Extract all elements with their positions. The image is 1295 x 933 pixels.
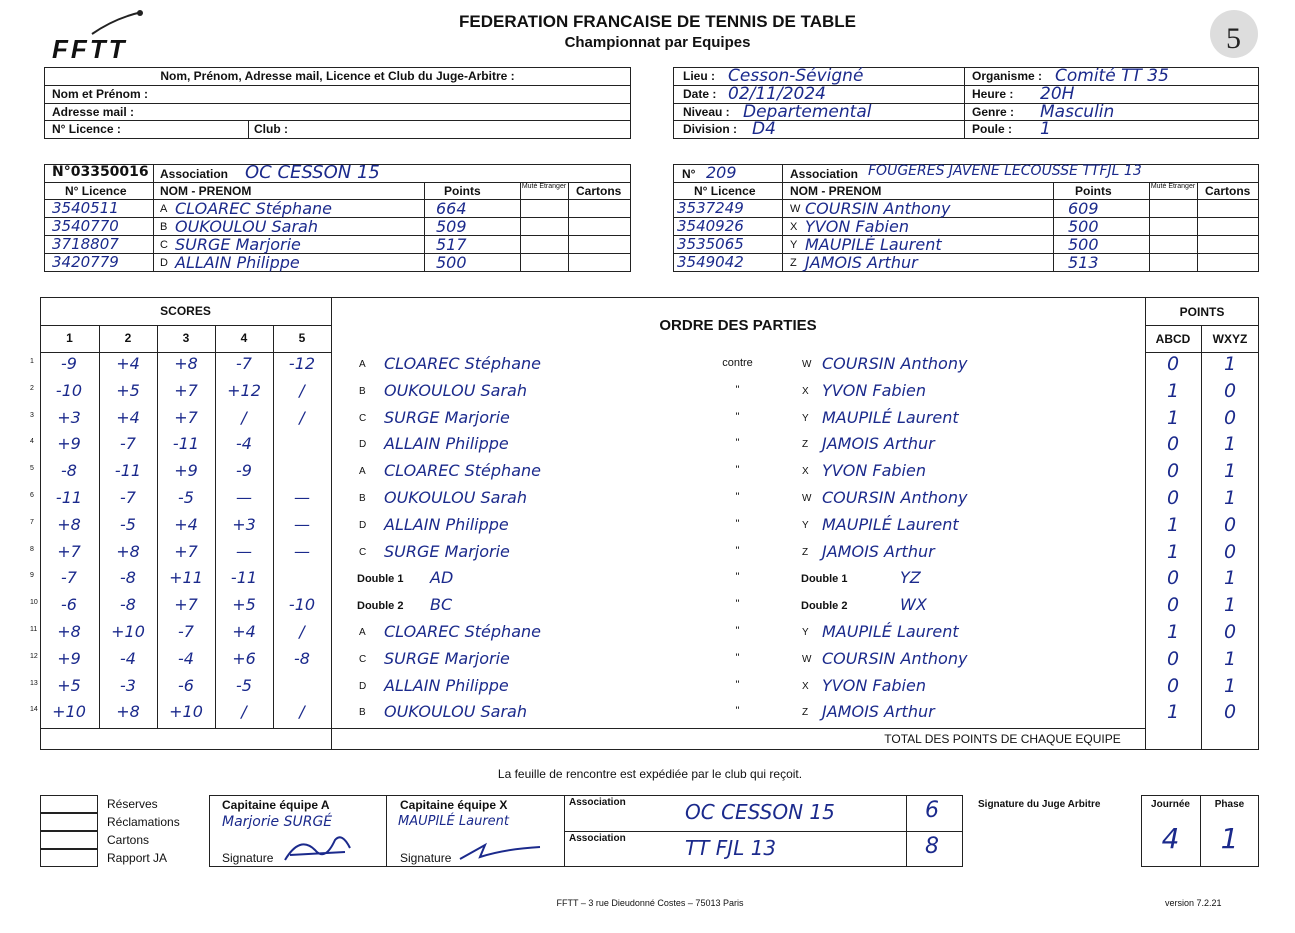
player-x-name: YVON Fabien: [822, 675, 926, 695]
contre-separator: ": [735, 598, 740, 611]
player-a-name: ALLAIN Philippe: [384, 434, 509, 454]
page-title: FEDERATION FRANCAISE DE TENNIS DE TABLE: [459, 12, 856, 31]
set-score: -7: [61, 568, 77, 588]
player-x-name: MAUPILÉ Laurent: [822, 514, 959, 534]
set-score: -7: [236, 354, 252, 373]
niveau-label: Niveau :: [683, 105, 730, 119]
player-a-name: ALLAIN Philippe: [384, 514, 509, 534]
player-x-letter: X: [802, 385, 809, 397]
player-a-name: OUKOULOU Sarah: [384, 488, 527, 507]
player-x-letter: W: [802, 653, 812, 665]
set-score: -5: [236, 675, 252, 695]
set-score: /: [241, 702, 247, 722]
date-value: 02/11/2024: [728, 84, 826, 104]
player-x-letter: Z: [802, 439, 809, 451]
points-wxyz: 1: [1223, 647, 1237, 670]
contre-separator: ": [735, 437, 740, 450]
player-a-name: AD: [430, 568, 454, 588]
set-score: —: [294, 488, 310, 507]
player-x-letter: Y: [802, 519, 809, 531]
journee-label: Journée: [1151, 799, 1190, 810]
set-score: /: [299, 380, 305, 400]
poule-value: 1: [1040, 119, 1051, 139]
set-score: -6: [178, 675, 194, 695]
set-score: +7: [57, 541, 81, 561]
player-x-letter: W: [802, 359, 812, 370]
fftt-logo: FFTT: [52, 34, 128, 64]
heure-label: Heure :: [972, 87, 1014, 101]
level-badge-icon: [1208, 6, 1260, 62]
player-x-name: MAUPILÉ Laurent: [822, 622, 959, 641]
set-score: +7: [174, 595, 198, 615]
set-score: +6: [232, 648, 256, 668]
points-wxyz: 1: [1223, 353, 1237, 375]
player-a-letter: Double 1: [357, 573, 404, 586]
set-header-1: 1: [66, 331, 73, 345]
team-x-col-cartons: Cartons: [1205, 184, 1251, 198]
row-number: 1: [30, 358, 34, 365]
result-x-score: 8: [925, 834, 939, 859]
player-licence: 3540926: [677, 217, 744, 235]
player-x-letter: Y: [802, 627, 809, 638]
player-x-name: JAMOIS Arthur: [822, 702, 935, 722]
points-abcd: 0: [1166, 433, 1180, 456]
result-a-score: 6: [925, 798, 939, 823]
contre-separator: ": [735, 625, 740, 637]
set-score: —: [294, 541, 310, 561]
player-a-name: CLOAREC Stéphane: [384, 461, 541, 481]
player-letter: A: [160, 203, 168, 215]
player-a-letter: C: [359, 653, 367, 665]
set-score: -10: [55, 380, 83, 400]
points-abcd: 0: [1166, 567, 1180, 590]
set-score: -12: [288, 354, 316, 373]
set-score: +4: [116, 354, 140, 373]
set-score: +7: [174, 407, 198, 427]
player-points: 609: [1068, 199, 1099, 218]
referee-signature-label: Signature du Juge Arbitre: [978, 799, 1101, 810]
footer-address: FFTT – 3 rue Dieudonné Costes – 75013 Paris: [556, 898, 744, 908]
set-score: -11: [230, 568, 258, 588]
points-wxyz: 1: [1223, 487, 1237, 509]
division-label: Division :: [683, 122, 738, 136]
row-number: 11: [30, 626, 38, 633]
player-a-name: CLOAREC Stéphane: [384, 622, 541, 641]
set-score: +5: [232, 595, 256, 615]
captain-a-signature-label: Signature: [222, 851, 274, 865]
phase-label: Phase: [1214, 799, 1245, 810]
points-abcd: 0: [1166, 460, 1180, 483]
player-licence: 3718807: [52, 235, 119, 253]
phase-value: 1: [1220, 822, 1239, 855]
set-score: -11: [55, 488, 83, 507]
player-name: OUKOULOU Sarah: [175, 217, 318, 236]
set-score: +3: [232, 514, 256, 534]
result-a-team: OC CESSON 15: [685, 800, 835, 824]
player-licence: 3540511: [52, 199, 119, 217]
player-x-name: JAMOIS Arthur: [822, 541, 935, 561]
player-x-letter: X: [802, 680, 809, 692]
contre-separator: ": [735, 705, 740, 718]
team-a-col-licence: N° Licence: [65, 184, 127, 198]
set-score: +10: [52, 702, 86, 722]
set-score: -9: [236, 461, 252, 481]
player-a-name: SURGE Marjorie: [384, 648, 510, 668]
team-a-col-name: NOM - PRENOM: [160, 184, 252, 198]
team-x-col-mute: Muté Etranger: [1150, 183, 1196, 190]
player-letter: B: [160, 221, 168, 233]
set-score: /: [241, 407, 247, 427]
footer-note: La feuille de rencontre est expédiée par le club qui reçoit.: [497, 767, 803, 781]
points-abcd: 0: [1166, 594, 1180, 617]
set-header-4: 4: [240, 331, 248, 345]
set-score: +4: [174, 514, 198, 534]
set-score: +11: [169, 568, 203, 588]
points-abcd: 0: [1166, 674, 1180, 697]
contre-separator: contre: [722, 357, 753, 369]
team-a-col-points: Points: [444, 184, 481, 198]
row-number: 10: [30, 599, 38, 607]
set-score: /: [299, 407, 305, 427]
heure-value: 20H: [1040, 84, 1075, 104]
genre-value: Masculin: [1040, 102, 1115, 122]
cartons-label: Cartons: [107, 833, 150, 847]
points-wxyz: 0: [1223, 406, 1237, 429]
set-score: +7: [174, 541, 198, 561]
player-points: 513: [1068, 253, 1099, 272]
row-number: 7: [30, 518, 34, 526]
player-licence: 3420779: [52, 253, 119, 271]
player-a-letter: A: [359, 627, 366, 638]
set-score: -8: [61, 461, 77, 481]
set-score: -4: [236, 434, 252, 454]
set-score: -3: [120, 675, 136, 695]
player-x-letter: Z: [802, 546, 809, 558]
player-x-name: YVON Fabien: [822, 461, 926, 481]
contre-separator: ": [735, 651, 740, 664]
points-abcd: 1: [1166, 406, 1180, 429]
player-name: YVON Fabien: [805, 217, 909, 236]
set-score: -6: [61, 595, 77, 615]
set-score: +4: [116, 407, 140, 427]
set-score: -8: [294, 648, 310, 668]
player-name: SURGE Marjorie: [175, 235, 301, 254]
player-letter: X: [790, 221, 798, 233]
points-abcd: 1: [1166, 540, 1180, 563]
cartons-checkbox[interactable]: [40, 831, 98, 849]
set-score: +8: [57, 622, 81, 641]
total-label: TOTAL DES POINTS DE CHAQUE EQUIPE: [884, 732, 1121, 746]
set-score: -9: [61, 354, 77, 373]
player-points: 509: [436, 217, 467, 236]
set-score: +8: [57, 514, 81, 534]
player-points: 500: [436, 253, 467, 272]
lieu-label: Lieu :: [683, 69, 715, 83]
player-a-letter: D: [359, 439, 367, 451]
captain-a-name: Marjorie SURGÉ: [222, 814, 333, 830]
team-x-association-label: Association: [790, 167, 859, 181]
player-a-letter: A: [359, 466, 366, 478]
set-score: -4: [120, 648, 136, 668]
player-points: 500: [1068, 235, 1099, 254]
set-score: +5: [57, 675, 81, 695]
player-name: JAMOIS Arthur: [805, 253, 918, 272]
points-wxyz: 0: [1223, 701, 1237, 724]
set-header-3: 3: [182, 331, 190, 345]
player-letter: Y: [790, 239, 798, 251]
team-a-col-mute: Muté Etranger: [521, 183, 567, 190]
logo-swoosh-icon: [90, 8, 145, 36]
set-score: /: [299, 622, 305, 641]
team-x-col-points: Points: [1075, 184, 1112, 198]
abcd-label: ABCD: [1155, 332, 1191, 346]
points-wxyz: 1: [1223, 433, 1237, 456]
points-wxyz: 0: [1223, 513, 1237, 536]
player-licence: 3540770: [52, 217, 119, 235]
player-licence: 3537249: [677, 199, 744, 217]
player-a-letter: A: [359, 359, 366, 370]
set-score: +10: [111, 622, 145, 641]
captain-x-signature-label: Signature: [400, 851, 452, 865]
player-x-name: COURSIN Anthony: [822, 648, 968, 668]
row-number: 4: [30, 438, 34, 446]
points-wxyz: 0: [1223, 621, 1237, 643]
set-score: -8: [120, 595, 136, 615]
player-a-name: CLOAREC Stéphane: [384, 354, 541, 373]
set-score: +7: [174, 380, 198, 400]
set-score: -7: [120, 488, 136, 507]
page-subtitle: Championnat par Equipes: [564, 34, 751, 51]
contre-separator: ": [735, 544, 740, 557]
team-x-col-name: NOM - PRENOM: [790, 184, 882, 198]
player-x-name: WX: [900, 595, 927, 615]
set-score: /: [299, 702, 305, 722]
points-label: POINTS: [1179, 305, 1225, 319]
player-x-letter: W: [802, 493, 812, 504]
row-number: 13: [30, 679, 38, 687]
player-letter: D: [160, 257, 168, 269]
referee-email-label: Adresse mail :: [52, 105, 135, 119]
set-score: +9: [174, 461, 198, 481]
association-x-label: Association: [569, 833, 626, 844]
division-value: D4: [752, 119, 776, 139]
team-x-box: [673, 164, 1259, 272]
player-a-letter: C: [359, 546, 367, 558]
player-points: 664: [436, 199, 467, 218]
player-a-name: OUKOULOU Sarah: [384, 702, 527, 722]
player-x-name: COURSIN Anthony: [822, 354, 968, 373]
player-letter: Z: [790, 257, 797, 269]
captain-a-label: Capitaine équipe A: [222, 798, 330, 812]
row-number: 3: [30, 411, 34, 419]
points-wxyz: 0: [1223, 379, 1237, 402]
row-number: 9: [30, 572, 34, 580]
player-x-name: MAUPILÉ Laurent: [822, 407, 959, 427]
row-number: 2: [30, 384, 34, 392]
contre-separator: ": [735, 491, 740, 503]
set-score: —: [236, 541, 252, 561]
player-a-name: OUKOULOU Sarah: [384, 380, 527, 400]
row-number: 14: [30, 706, 38, 714]
contre-separator: ": [735, 383, 740, 396]
poule-label: Poule :: [972, 122, 1013, 136]
points-wxyz: 1: [1223, 567, 1237, 590]
set-score: -7: [120, 434, 136, 454]
reclamations-checkbox[interactable]: [40, 813, 98, 831]
player-x-letter: Z: [802, 707, 809, 719]
reserves-label: Réserves: [107, 797, 158, 811]
player-points: 500: [1068, 217, 1099, 236]
contre-separator: ": [735, 410, 740, 423]
set-score: -8: [120, 568, 136, 588]
reclamations-label: Réclamations: [107, 815, 180, 829]
scores-label: SCORES: [160, 304, 211, 318]
player-a-name: BC: [430, 595, 453, 615]
player-a-letter: B: [359, 707, 366, 719]
player-x-name: YZ: [900, 568, 921, 588]
lieu-value: Cesson-Sévigné: [728, 66, 864, 86]
player-points: 517: [436, 235, 467, 254]
set-score: —: [236, 488, 252, 507]
set-score: +5: [116, 380, 140, 400]
points-abcd: 1: [1166, 379, 1180, 402]
set-score: +3: [57, 407, 81, 427]
points-wxyz: 1: [1223, 594, 1237, 617]
contre-separator: ": [735, 517, 740, 530]
points-abcd: 0: [1166, 353, 1180, 375]
contre-separator: ": [735, 571, 740, 584]
player-x-letter: X: [802, 466, 809, 478]
organisme-value: Comité TT 35: [1055, 66, 1169, 86]
set-score: +8: [116, 702, 140, 722]
captain-a-signature-icon: [280, 830, 360, 866]
team-a-association-label: Association: [160, 167, 229, 181]
set-score: +8: [116, 541, 140, 561]
points-abcd: 0: [1166, 487, 1180, 509]
set-header-5: 5: [298, 331, 306, 345]
team-x-association: FOUGERES JAVENE LECOUSSE TTFJL 13: [868, 163, 1142, 179]
referee-licence-label: N° Licence :: [52, 122, 121, 136]
captain-x-name: MAUPILÉ Laurent: [398, 814, 510, 829]
niveau-value: Departemental: [743, 102, 872, 122]
row-number: 5: [30, 465, 34, 473]
row-number: 8: [30, 545, 34, 553]
team-a-association: OC CESSON 15: [245, 162, 380, 183]
set-score: +10: [169, 702, 203, 722]
team-a-number: N°03350016: [52, 164, 149, 180]
set-score: -11: [114, 461, 142, 481]
player-x-letter: Y: [802, 412, 809, 424]
team-x-col-licence: N° Licence: [694, 184, 756, 198]
player-name: CLOAREC Stéphane: [175, 199, 332, 218]
set-score: +4: [232, 622, 256, 641]
rapport-ja-checkbox[interactable]: [40, 849, 98, 867]
set-score: +12: [227, 380, 261, 400]
points-wxyz: 0: [1223, 540, 1237, 563]
team-x-number: 209: [706, 163, 737, 182]
player-letter: C: [160, 239, 168, 251]
team-a-col-cartons: Cartons: [576, 184, 622, 198]
association-a-label: Association: [569, 797, 626, 808]
wxyz-label: WXYZ: [1212, 332, 1248, 346]
player-name: ALLAIN Philippe: [175, 253, 300, 272]
player-x-name: JAMOIS Arthur: [822, 434, 935, 454]
set-score: +9: [57, 434, 81, 454]
organisme-label: Organisme :: [972, 69, 1043, 83]
result-x-team: TT FJL 13: [685, 836, 777, 860]
rapport-ja-label: Rapport JA: [107, 851, 168, 865]
row-number: 12: [30, 652, 38, 660]
set-header-2: 2: [124, 331, 132, 345]
player-licence: 3549042: [677, 253, 744, 271]
points-wxyz: 1: [1223, 674, 1237, 697]
captain-x-signature-icon: [455, 835, 545, 865]
contre-separator: ": [735, 464, 740, 477]
captain-x-label: Capitaine équipe X: [400, 798, 508, 812]
player-a-letter: C: [359, 412, 367, 424]
set-score: -11: [172, 434, 200, 454]
contre-separator: ": [735, 678, 740, 691]
player-x-letter: Double 2: [801, 600, 848, 613]
referee-heading: Nom, Prénom, Adresse mail, Licence et Club du Juge-Arbitre :: [160, 69, 515, 83]
set-score: -5: [120, 514, 136, 534]
player-a-letter: Double 2: [357, 600, 404, 613]
referee-club-label: Club :: [254, 122, 288, 136]
player-name: COURSIN Anthony: [805, 199, 951, 218]
player-x-letter: Double 1: [801, 573, 848, 586]
player-a-name: SURGE Marjorie: [384, 541, 510, 561]
team-x-number-label: N°: [682, 167, 696, 181]
set-score: —: [294, 514, 310, 534]
player-letter: W: [790, 203, 801, 215]
row-number: 6: [30, 492, 34, 499]
date-label: Date :: [683, 87, 717, 101]
player-a-letter: B: [359, 385, 366, 397]
set-score: +9: [57, 648, 81, 668]
player-a-letter: D: [359, 519, 367, 531]
player-name: MAUPILÉ Laurent: [805, 235, 942, 254]
badge-number: 5: [1226, 22, 1241, 55]
points-abcd: 1: [1166, 621, 1180, 643]
points-abcd: 1: [1166, 513, 1180, 536]
player-a-letter: B: [359, 493, 366, 504]
player-x-name: YVON Fabien: [822, 380, 926, 400]
reserves-checkbox[interactable]: [40, 795, 98, 813]
set-score: -5: [178, 488, 194, 507]
player-x-name: COURSIN Anthony: [822, 488, 968, 507]
points-abcd: 1: [1166, 701, 1180, 724]
set-score: +8: [174, 354, 198, 373]
set-score: -4: [178, 648, 194, 668]
player-a-name: ALLAIN Philippe: [384, 675, 509, 695]
set-score: -10: [288, 595, 316, 615]
journee-value: 4: [1161, 822, 1180, 855]
set-score: -7: [178, 622, 194, 641]
order-label: ORDRE DES PARTIES: [659, 317, 817, 334]
referee-name-label: Nom et Prénom :: [52, 87, 149, 101]
points-wxyz: 1: [1223, 460, 1237, 483]
player-licence: 3535065: [677, 235, 744, 253]
footer-version: version 7.2.21: [1165, 898, 1222, 908]
player-a-name: SURGE Marjorie: [384, 407, 510, 427]
points-abcd: 0: [1166, 647, 1180, 670]
player-a-letter: D: [359, 680, 367, 692]
genre-label: Genre :: [972, 105, 1015, 119]
